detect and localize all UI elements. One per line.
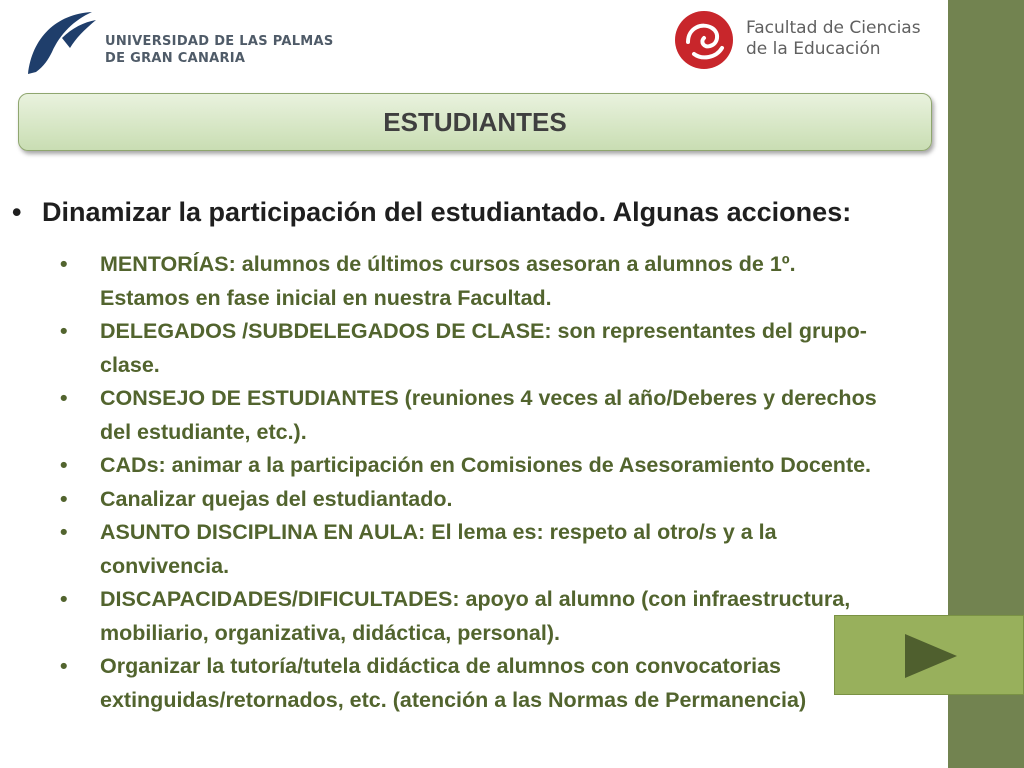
header — [0, 0, 948, 88]
list-item — [60, 382, 890, 449]
list-item — [60, 583, 890, 650]
list-bullet: • — [60, 654, 68, 678]
main-bullet-text: Dinamizar la participación del estudiantado. Algunas acciones: — [42, 197, 852, 227]
faculty-name — [746, 18, 921, 60]
university-logo — [22, 8, 334, 80]
list-item-text: Canalizar quejas del estudiantado. — [100, 486, 453, 511]
slide-title: ESTUDIANTES — [383, 106, 567, 137]
list-bullet: • — [60, 486, 68, 511]
list-item-text: DISCAPACIDADES/DIFICULTADES: apoyo al alumno (con infraestructura, mobiliario, organizativa, didáctica, personal). — [100, 587, 851, 645]
list-item — [60, 516, 890, 583]
list-bullet: • — [60, 386, 68, 410]
faculty-logo-icon — [672, 8, 736, 72]
faculty-logo — [672, 8, 944, 72]
list-item — [60, 650, 890, 717]
list-item-text: MENTORÍAS: alumnos de últimos cursos asesoran a alumnos de 1º. Estamos en fase inicial en nuestra Facultad. — [100, 252, 796, 310]
slide-title-bar — [18, 93, 932, 151]
list-item — [60, 315, 890, 382]
list-item-text: Organizar la tutoría/tutela didáctica de alumnos con convocatorias extinguidas/retornados, etc. (atención a las Normas de Permanencia) — [100, 654, 807, 712]
list-item-text: CONSEJO DE ESTUDIANTES (reuniones 4 veces al año/Deberes y derechos del estudiante, etc.). — [100, 386, 877, 444]
list-item — [60, 248, 890, 315]
main-bullet — [12, 192, 932, 232]
university-line-2: DE GRAN CANARIA — [105, 51, 246, 66]
list-bullet: • — [60, 453, 68, 477]
faculty-line-2: de la Educación — [746, 39, 881, 59]
faculty-line-1: Facultad de Ciencias — [746, 18, 921, 38]
list-item — [60, 449, 890, 483]
list-bullet: • — [60, 587, 68, 611]
main-bullet-marker: • — [12, 197, 22, 227]
list-item-text: DELEGADOS /SUBDELEGADOS DE CLASE: son representantes del grupo-clase. — [100, 319, 867, 377]
list-item-text: ASUNTO DISCIPLINA EN AULA: El lema es: respeto al otro/s y a la convivencia. — [100, 520, 777, 578]
list-bullet: • — [60, 252, 68, 276]
list-item-text: CADs: animar a la participación en Comisiones de Asesoramiento Docente. — [100, 453, 872, 477]
ulpgc-logo-icon — [22, 8, 102, 80]
action-list — [60, 248, 890, 717]
list-bullet: • — [60, 520, 68, 544]
list-bullet: • — [60, 319, 68, 343]
list-item — [60, 483, 890, 517]
next-slide-button[interactable] — [834, 615, 1024, 695]
university-line-1: UNIVERSIDAD DE LAS PALMAS — [105, 34, 334, 49]
university-name — [105, 33, 334, 67]
play-arrow-icon — [901, 632, 961, 680]
